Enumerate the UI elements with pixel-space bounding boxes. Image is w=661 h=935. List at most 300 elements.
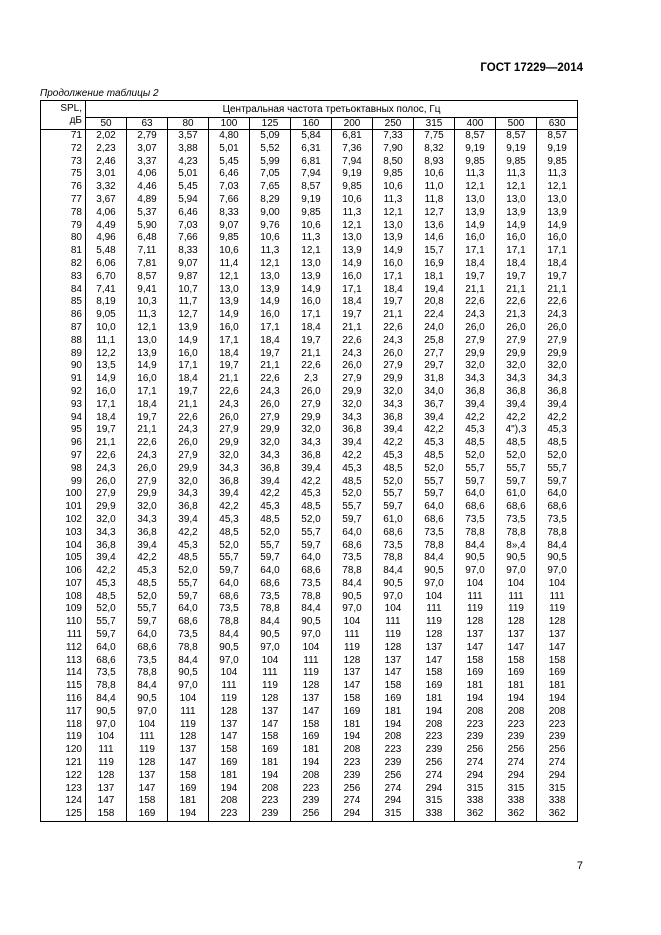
- table-cell: 128: [250, 693, 291, 706]
- table-cell: 22,6: [332, 335, 373, 348]
- spl-value-cell: 107: [41, 578, 86, 591]
- table-cell: 26,0: [209, 412, 250, 425]
- table-cell: 21,1: [250, 360, 291, 373]
- table-row: [41, 245, 578, 258]
- table-cell: 55,7: [86, 616, 127, 629]
- table-cell: 36,8: [332, 424, 373, 437]
- table-cell: 181: [414, 693, 455, 706]
- table-cell: 223: [496, 719, 537, 732]
- table-cell: 147: [455, 642, 496, 655]
- table-cell: 9,19: [291, 194, 332, 207]
- table-cell: 29,9: [209, 437, 250, 450]
- spl-value-cell: 80: [41, 232, 86, 245]
- table-row: [41, 258, 578, 271]
- table-cell: 8,29: [250, 194, 291, 207]
- table-cell: 22,6: [127, 437, 168, 450]
- table-cell: 274: [496, 757, 537, 770]
- table-cell: 97,0: [496, 565, 537, 578]
- spl-value-cell: 102: [41, 514, 86, 527]
- table-cell: 274: [537, 757, 578, 770]
- table-cell: 18,4: [496, 258, 537, 271]
- table-cell: 16,0: [86, 386, 127, 399]
- table-cell: 104: [455, 578, 496, 591]
- table-cell: 24,3: [332, 348, 373, 361]
- table-cell: 48,5: [455, 437, 496, 450]
- table-cell: 29,9: [537, 348, 578, 361]
- table-cell: 239: [414, 744, 455, 757]
- spl-value-cell: 90: [41, 360, 86, 373]
- table-cell: 90,5: [209, 642, 250, 655]
- spl-value-cell: 75: [41, 168, 86, 181]
- table-cell: 73,5: [168, 629, 209, 642]
- table-cell: 64,0: [250, 565, 291, 578]
- table-cell: 26,0: [168, 437, 209, 450]
- table-cell: 7,41: [86, 284, 127, 297]
- table-cell: 256: [496, 744, 537, 757]
- table-cell: 11,3: [496, 168, 537, 181]
- table-cell: 73,5: [496, 514, 537, 527]
- table-cell: 4,96: [86, 232, 127, 245]
- table-cell: 13,9: [537, 207, 578, 220]
- table-cell: 10,0: [86, 322, 127, 335]
- table-cell: 36,8: [496, 386, 537, 399]
- table-cell: 34,3: [373, 399, 414, 412]
- table-cell: 26,0: [291, 386, 332, 399]
- spl-value-cell: 88: [41, 335, 86, 348]
- table-cell: 55,7: [209, 552, 250, 565]
- table-cell: 84,4: [168, 655, 209, 668]
- table-cell: 24,0: [414, 322, 455, 335]
- table-cell: 208: [496, 706, 537, 719]
- table-row: [41, 386, 578, 399]
- table-cell: 24,3: [373, 335, 414, 348]
- table-cell: 239: [455, 731, 496, 744]
- table-cell: 194: [209, 783, 250, 796]
- table-cell: 14,9: [455, 220, 496, 233]
- table-cell: 111: [537, 591, 578, 604]
- table-row: [41, 220, 578, 233]
- table-cell: 338: [496, 795, 537, 808]
- table-cell: 34,0: [414, 386, 455, 399]
- table-cell: 16,0: [209, 322, 250, 335]
- table-cell: 20,8: [414, 296, 455, 309]
- table-cell: 97,0: [455, 565, 496, 578]
- table-cell: 73,5: [537, 514, 578, 527]
- table-cell: 7,36: [332, 143, 373, 156]
- table-row: [41, 783, 578, 796]
- table-cell: 223: [455, 719, 496, 732]
- table-cell: 362: [537, 808, 578, 821]
- table-cell: 9,85: [332, 181, 373, 194]
- table-cell: 90,5: [127, 693, 168, 706]
- table-cell: 128: [455, 616, 496, 629]
- table-cell: 16,9: [414, 258, 455, 271]
- table-cell: 208: [209, 795, 250, 808]
- table-cell: 78,8: [414, 540, 455, 553]
- table-cell: 59,7: [86, 629, 127, 642]
- table-cell: 84,4: [86, 693, 127, 706]
- table-cell: 19,7: [373, 296, 414, 309]
- table-cell: 19,7: [209, 360, 250, 373]
- table-cell: 169: [496, 667, 537, 680]
- table-cell: 32,0: [332, 399, 373, 412]
- table-cell: 147: [86, 795, 127, 808]
- table-cell: 147: [209, 731, 250, 744]
- spl-value-cell: 82: [41, 258, 86, 271]
- table-cell: 78,8: [209, 616, 250, 629]
- table-row: [41, 642, 578, 655]
- table-cell: 73,5: [414, 527, 455, 540]
- table-cell: 11,3: [250, 245, 291, 258]
- table-cell: 128: [414, 629, 455, 642]
- spl-value-cell: 116: [41, 693, 86, 706]
- table-cell: 137: [537, 629, 578, 642]
- table-cell: 3,01: [86, 168, 127, 181]
- table-cell: 17,1: [537, 245, 578, 258]
- table-cell: 169: [127, 808, 168, 821]
- table-cell: 111: [373, 616, 414, 629]
- table-cell: 104: [209, 667, 250, 680]
- table-cell: 13,9: [455, 207, 496, 220]
- table-cell: 32,0: [250, 437, 291, 450]
- table-cell: 73,5: [455, 514, 496, 527]
- table-cell: 17,1: [250, 322, 291, 335]
- spl-value-cell: 124: [41, 795, 86, 808]
- table-cell: 169: [250, 744, 291, 757]
- table-cell: 9,00: [250, 207, 291, 220]
- table-cell: 78,8: [455, 527, 496, 540]
- table-cell: 10,6: [332, 194, 373, 207]
- table-cell: 78,8: [86, 680, 127, 693]
- table-cell: 158: [250, 731, 291, 744]
- table-cell: 119: [250, 680, 291, 693]
- table-cell: 34,3: [332, 412, 373, 425]
- table-cell: 274: [414, 770, 455, 783]
- table-cell: 48,5: [414, 450, 455, 463]
- table-row: [41, 194, 578, 207]
- table-cell: 22,6: [168, 412, 209, 425]
- table-cell: 55,7: [250, 540, 291, 553]
- table-cell: 39,4: [537, 399, 578, 412]
- table-cell: 158: [414, 667, 455, 680]
- table-cell: 42,2: [291, 476, 332, 489]
- table-cell: 21,1: [127, 424, 168, 437]
- table-cell: 13,0: [455, 194, 496, 207]
- spl-header-line1: SPL,: [60, 103, 82, 114]
- table-cell: 315: [414, 795, 455, 808]
- spl-value-cell: 112: [41, 642, 86, 655]
- table-cell: 239: [291, 795, 332, 808]
- table-cell: 32,0: [496, 360, 537, 373]
- table-row: [41, 578, 578, 591]
- table-cell: 169: [291, 731, 332, 744]
- table-cell: 137: [332, 667, 373, 680]
- table-cell: 104: [168, 693, 209, 706]
- table-cell: 128: [373, 642, 414, 655]
- table-row: [41, 680, 578, 693]
- table-caption: Продолжение таблицы 2: [40, 88, 159, 99]
- table-cell: 274: [332, 795, 373, 808]
- spl-frequency-table: [40, 100, 578, 822]
- table-cell: 13,0: [373, 220, 414, 233]
- table-cell: 97,0: [537, 565, 578, 578]
- table-row: [41, 501, 578, 514]
- table-cell: 9,85: [537, 156, 578, 169]
- table-cell: 111: [414, 603, 455, 616]
- table-cell: 19,7: [332, 309, 373, 322]
- table-cell: 13,0: [332, 232, 373, 245]
- table-cell: 90,5: [537, 552, 578, 565]
- table-cell: 12,1: [291, 245, 332, 258]
- table-cell: 13,9: [127, 348, 168, 361]
- table-cell: 119: [291, 667, 332, 680]
- table-cell: 9,87: [168, 271, 209, 284]
- table-cell: 42,2: [86, 565, 127, 578]
- table-cell: 137: [168, 744, 209, 757]
- table-cell: 11,8: [414, 194, 455, 207]
- table-cell: 256: [373, 770, 414, 783]
- table-cell: 194: [332, 731, 373, 744]
- table-cell: 24,3: [127, 450, 168, 463]
- table-cell: 7,11: [127, 245, 168, 258]
- table-cell: 13,9: [373, 232, 414, 245]
- table-cell: 7,81: [127, 258, 168, 271]
- table-cell: 208: [250, 783, 291, 796]
- table-cell: 19,7: [86, 424, 127, 437]
- table-cell: 274: [373, 783, 414, 796]
- table-cell: 21,3: [496, 309, 537, 322]
- table-cell: 5,45: [209, 156, 250, 169]
- table-cell: 6,46: [209, 168, 250, 181]
- table-cell: 10,6: [209, 245, 250, 258]
- table-cell: 84,4: [455, 540, 496, 553]
- table-cell: 36,8: [209, 476, 250, 489]
- table-cell: 11,3: [455, 168, 496, 181]
- table-cell: 8,57: [127, 271, 168, 284]
- table-cell: 181: [332, 719, 373, 732]
- table-cell: 12,1: [127, 322, 168, 335]
- table-cell: 147: [373, 667, 414, 680]
- table-cell: 315: [455, 783, 496, 796]
- table-cell: 29,9: [332, 386, 373, 399]
- table-cell: 6,70: [86, 271, 127, 284]
- table-row: [41, 808, 578, 821]
- table-cell: 42,2: [373, 437, 414, 450]
- table-cell: 39,4: [373, 424, 414, 437]
- table-body: [41, 130, 578, 822]
- table-cell: 21,1: [209, 373, 250, 386]
- table-cell: 19,7: [455, 271, 496, 284]
- table-cell: 9,85: [373, 168, 414, 181]
- table-cell: 119: [168, 719, 209, 732]
- table-cell: 128: [168, 731, 209, 744]
- table-cell: 24,3: [168, 424, 209, 437]
- frequency-header-cell: 200: [332, 118, 373, 130]
- table-cell: 42,2: [537, 412, 578, 425]
- spl-value-cell: 109: [41, 603, 86, 616]
- table-cell: 12,1: [332, 220, 373, 233]
- table-cell: 45,3: [209, 514, 250, 527]
- table-cell: 68,6: [373, 527, 414, 540]
- spl-value-cell: 94: [41, 412, 86, 425]
- table-cell: 119: [537, 603, 578, 616]
- table-cell: 8,57: [537, 130, 578, 143]
- table-cell: 7,03: [168, 220, 209, 233]
- table-cell: 194: [455, 693, 496, 706]
- table-cell: 315: [537, 783, 578, 796]
- table-cell: 256: [537, 744, 578, 757]
- table-cell: 59,7: [332, 514, 373, 527]
- table-cell: 52,0: [209, 540, 250, 553]
- table-row: [41, 476, 578, 489]
- table-cell: 42,2: [250, 488, 291, 501]
- table-row: [41, 565, 578, 578]
- table-cell: 111: [127, 731, 168, 744]
- table-cell: 27,7: [414, 348, 455, 361]
- table-cell: 338: [414, 808, 455, 821]
- table-cell: 97,0: [168, 680, 209, 693]
- table-cell: 5,99: [250, 156, 291, 169]
- table-cell: 52,0: [332, 488, 373, 501]
- table-cell: 34,3: [250, 450, 291, 463]
- table-cell: 52,0: [537, 450, 578, 463]
- table-row: [41, 514, 578, 527]
- table-cell: 10,6: [250, 232, 291, 245]
- table-cell: 21,1: [168, 399, 209, 412]
- spl-value-cell: 81: [41, 245, 86, 258]
- table-cell: 73,5: [250, 591, 291, 604]
- table-row: [41, 770, 578, 783]
- table-cell: 59,7: [414, 488, 455, 501]
- table-cell: 22,4: [414, 309, 455, 322]
- table-cell: 104: [332, 616, 373, 629]
- table-cell: 36,8: [127, 527, 168, 540]
- table-cell: 8,50: [373, 156, 414, 169]
- table-cell: 59,7: [455, 476, 496, 489]
- table-cell: 13,9: [209, 296, 250, 309]
- table-cell: 29,9: [86, 501, 127, 514]
- spl-value-cell: 110: [41, 616, 86, 629]
- table-cell: 11,3: [537, 168, 578, 181]
- table-cell: 147: [414, 655, 455, 668]
- table-cell: 5,84: [291, 130, 332, 143]
- table-cell: 5,52: [250, 143, 291, 156]
- table-cell: 181: [373, 706, 414, 719]
- table-cell: 19,7: [291, 335, 332, 348]
- table-cell: 78,8: [537, 527, 578, 540]
- table-cell: 10,3: [127, 296, 168, 309]
- table-cell: 104: [373, 603, 414, 616]
- table-cell: 68,6: [414, 514, 455, 527]
- table-cell: 194: [250, 770, 291, 783]
- table-cell: 17,1: [86, 399, 127, 412]
- table-cell: 104: [414, 591, 455, 604]
- table-cell: 119: [373, 629, 414, 642]
- table-cell: 14,9: [291, 284, 332, 297]
- table-cell: 78,8: [250, 603, 291, 616]
- table-cell: 90,5: [86, 706, 127, 719]
- table-cell: 256: [332, 783, 373, 796]
- table-cell: 25,8: [414, 335, 455, 348]
- table-cell: 6,81: [291, 156, 332, 169]
- table-cell: 128: [86, 770, 127, 783]
- table-cell: 19,7: [168, 386, 209, 399]
- table-row: [41, 322, 578, 335]
- table-cell: 48,5: [496, 437, 537, 450]
- table-cell: 90,5: [250, 629, 291, 642]
- table-cell: 45,3: [332, 463, 373, 476]
- frequency-group-header: Центральная частота третьоктавных полос, Гц: [86, 101, 578, 118]
- table-cell: 13,0: [496, 194, 537, 207]
- spl-value-cell: 79: [41, 220, 86, 233]
- table-cell: 158: [209, 744, 250, 757]
- table-cell: 68,6: [496, 501, 537, 514]
- table-cell: 21,1: [291, 348, 332, 361]
- table-cell: 36,8: [373, 412, 414, 425]
- table-cell: 59,7: [496, 476, 537, 489]
- table-cell: 16,0: [250, 309, 291, 322]
- table-cell: 11,0: [414, 181, 455, 194]
- table-cell: 64,0: [332, 527, 373, 540]
- table-cell: 90,5: [496, 552, 537, 565]
- table-cell: 84,4: [332, 578, 373, 591]
- table-cell: 48,5: [209, 527, 250, 540]
- table-cell: 39,4: [209, 488, 250, 501]
- table-cell: 61,0: [373, 514, 414, 527]
- table-cell: 11,1: [86, 335, 127, 348]
- table-cell: 32,0: [455, 360, 496, 373]
- table-cell: 111: [86, 744, 127, 757]
- table-cell: 17,1: [373, 271, 414, 284]
- table-cell: 147: [127, 783, 168, 796]
- table-cell: 32,0: [168, 476, 209, 489]
- table-cell: 3,67: [86, 194, 127, 207]
- table-cell: 294: [455, 770, 496, 783]
- table-cell: 32,0: [209, 450, 250, 463]
- table-cell: 4,89: [127, 194, 168, 207]
- table-cell: 36,8: [537, 386, 578, 399]
- table-cell: 111: [291, 655, 332, 668]
- table-cell: 12,7: [168, 309, 209, 322]
- table-cell: 18,4: [537, 258, 578, 271]
- table-cell: 21,1: [496, 284, 537, 297]
- table-cell: 16,0: [455, 232, 496, 245]
- table-cell: 104: [86, 731, 127, 744]
- table-cell: 14,9: [250, 296, 291, 309]
- table-cell: 42,2: [496, 412, 537, 425]
- table-row: [41, 309, 578, 322]
- table-cell: 19,7: [537, 271, 578, 284]
- table-cell: 11,7: [168, 296, 209, 309]
- table-cell: 239: [496, 731, 537, 744]
- table-cell: 158: [332, 693, 373, 706]
- table-cell: 315: [373, 808, 414, 821]
- table-row: [41, 706, 578, 719]
- table-cell: 13,9: [496, 207, 537, 220]
- table-cell: 22,6: [373, 322, 414, 335]
- table-cell: 52,0: [86, 603, 127, 616]
- table-cell: 181: [496, 680, 537, 693]
- table-cell: 111: [455, 591, 496, 604]
- table-cell: 9,19: [455, 143, 496, 156]
- table-cell: 59,7: [291, 540, 332, 553]
- table-row: [41, 168, 578, 181]
- table-cell: 5,90: [127, 220, 168, 233]
- table-row: [41, 130, 578, 143]
- table-cell: 18,4: [168, 373, 209, 386]
- table-cell: 21,1: [86, 437, 127, 450]
- table-cell: 208: [455, 706, 496, 719]
